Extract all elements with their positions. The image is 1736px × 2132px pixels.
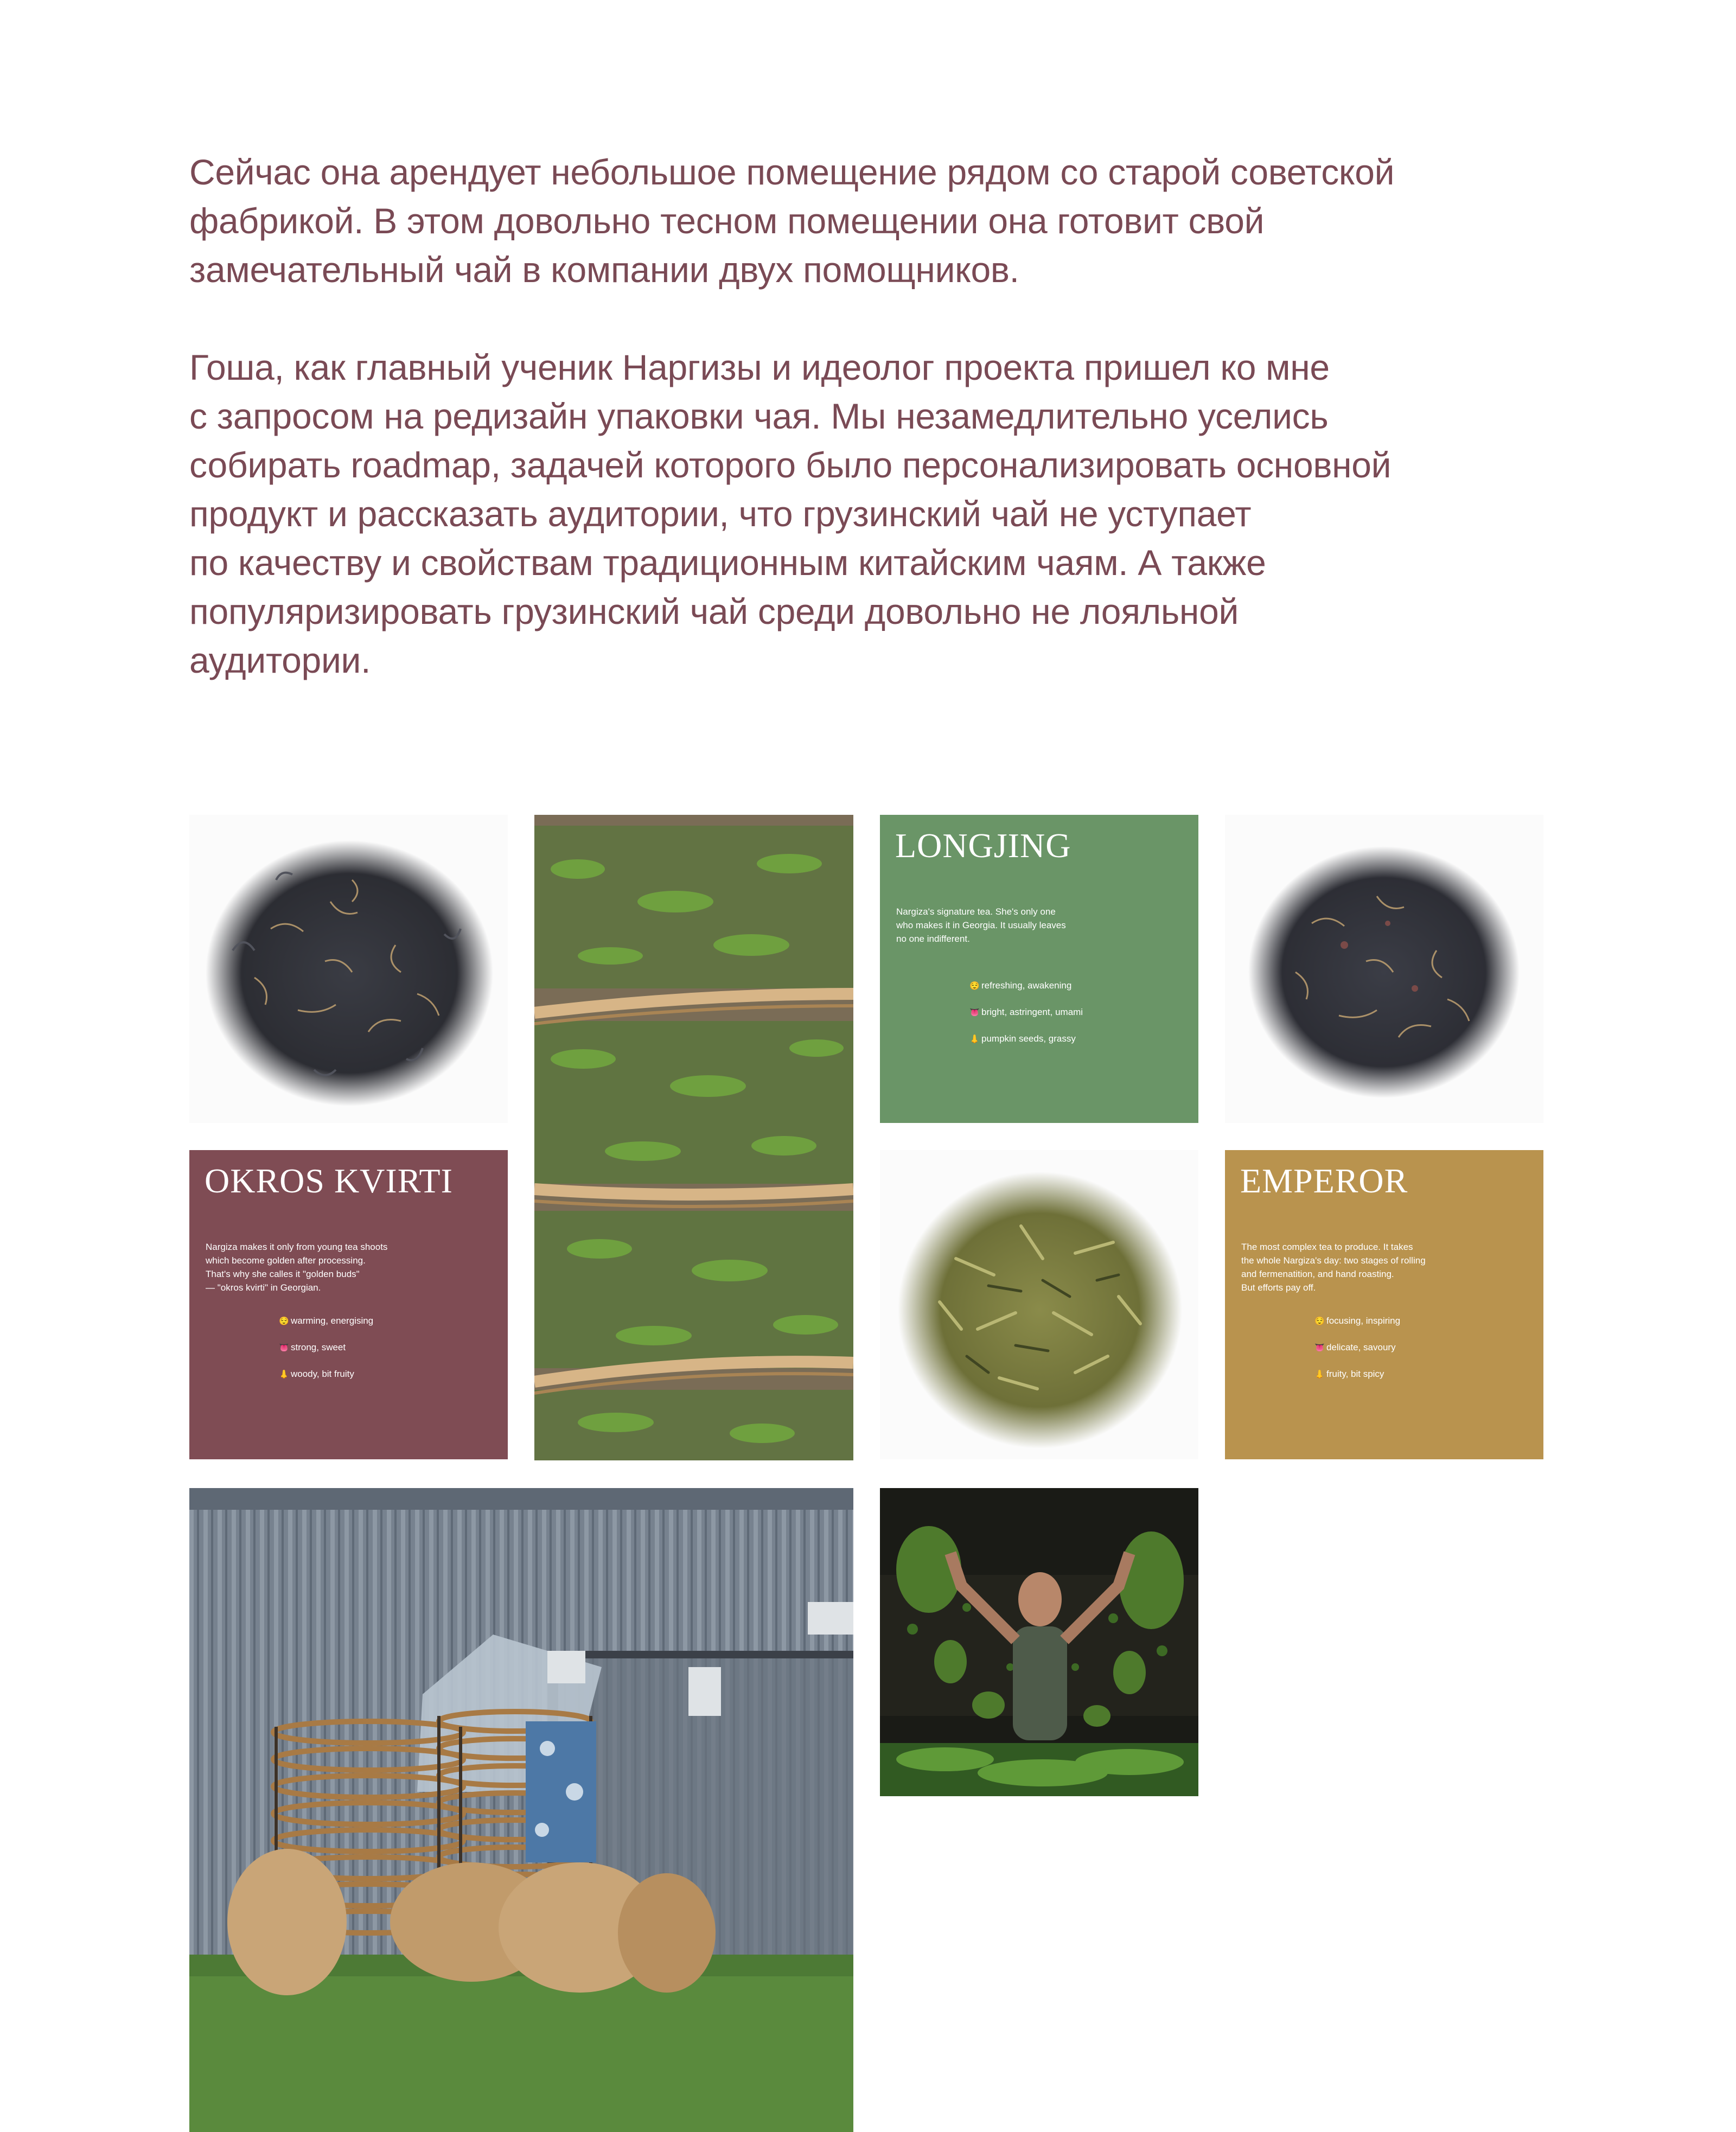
- note-text: strong, sweet: [291, 1342, 346, 1352]
- note-effect: [1314, 1307, 1400, 1334]
- paragraph-line: популяризировать грузинский чай среди довольно не лояльной: [189, 591, 1239, 631]
- paragraph-line: продукт и рассказать аудитории, что грузинский чай не уступает: [189, 494, 1252, 534]
- card-description: [206, 1240, 387, 1294]
- paragraph-line: фабрикой. В этом довольно тесном помещении она готовит свой: [189, 201, 1265, 241]
- taste-emoji-icon: 👅: [969, 1007, 980, 1017]
- note-text: warming, energising: [291, 1315, 374, 1326]
- aroma-emoji-icon: 👃: [1314, 1369, 1325, 1379]
- note-text: bright, astringent, umami: [981, 1006, 1083, 1017]
- note-effect: [279, 1307, 373, 1334]
- note-taste: [279, 1334, 373, 1361]
- note-text: woody, bit fruity: [291, 1368, 354, 1379]
- emperor-card: [1225, 1150, 1543, 1459]
- aroma-emoji-icon: 👃: [969, 1034, 980, 1044]
- card-title: EMPEROR: [1240, 1161, 1408, 1200]
- paragraph-line: Гоша, как главный ученик Наргизы и идеолог проекта пришел ко мне: [189, 347, 1330, 387]
- description-line: That's why she calles it "golden buds": [206, 1269, 360, 1279]
- description-line: the whole Nargiza's day: two stages of rolling: [1241, 1255, 1426, 1266]
- description-line: Nargiza makes it only from young tea shoots: [206, 1242, 388, 1252]
- green-tea-leaves-photo: [880, 1150, 1198, 1459]
- description-line: The most complex tea to produce. It takes: [1241, 1242, 1413, 1252]
- paragraph-line: Сейчас она арендует небольшое помещение рядом со старой советской: [189, 152, 1395, 192]
- note-text: focusing, inspiring: [1326, 1315, 1401, 1326]
- okros-kvirti-card: [189, 1150, 508, 1459]
- paragraph-line: собирать roadmap, задачей которого было персонализировать основной: [189, 445, 1392, 485]
- description-line: and fermenatition, and hand roasting.: [1241, 1269, 1394, 1279]
- card-description: [1241, 1240, 1426, 1294]
- description-line: Nargiza's signature tea. She's only one: [896, 907, 1056, 917]
- note-aroma: [969, 1025, 1083, 1052]
- aroma-emoji-icon: 👃: [279, 1369, 289, 1379]
- factory-exterior-photo: [189, 1488, 853, 2132]
- note-effect: [969, 972, 1083, 999]
- taste-emoji-icon: 👅: [279, 1343, 289, 1352]
- note-text: refreshing, awakening: [981, 980, 1072, 991]
- paragraph-line: замечательный чай в компании двух помощников.: [189, 250, 1019, 290]
- paragraph-line: по качеству и свойствам традиционным китайским чаям. А также: [189, 542, 1266, 583]
- note-text: delicate, savoury: [1326, 1342, 1396, 1352]
- effect-emoji-icon: 😌: [279, 1316, 289, 1326]
- card-title: OKROS KVIRTI: [205, 1161, 453, 1200]
- note-taste: [969, 999, 1083, 1025]
- dark-tea-leaves-photo: [189, 815, 508, 1123]
- description-line: who makes it in Georgia. It usually leaves: [896, 920, 1066, 930]
- effect-emoji-icon: 😌: [1314, 1316, 1325, 1326]
- description-line: no one indifferent.: [896, 934, 970, 944]
- note-taste: [1314, 1334, 1400, 1361]
- paragraph-line: аудитории.: [189, 640, 371, 680]
- tea-maker-photo: [880, 1488, 1198, 1796]
- intro-paragraph-2: [189, 343, 1578, 685]
- tasting-notes: [1314, 1307, 1400, 1387]
- card-title: LONGJING: [895, 826, 1071, 865]
- description-line: But efforts pay off.: [1241, 1282, 1316, 1293]
- dark-tea-leaves-photo: [1225, 815, 1543, 1123]
- note-aroma: [279, 1361, 373, 1387]
- tasting-notes: [969, 972, 1083, 1052]
- card-description: [896, 905, 1066, 946]
- drying-trays-photo: [534, 815, 853, 1460]
- intro-paragraph-1: [189, 148, 1578, 294]
- taste-emoji-icon: 👅: [1314, 1343, 1325, 1352]
- effect-emoji-icon: 😌: [969, 981, 980, 991]
- note-aroma: [1314, 1361, 1400, 1387]
- longjing-card: [880, 815, 1198, 1123]
- description-line: — "okros kvirti" in Georgian.: [206, 1282, 321, 1293]
- description-line: which become golden after processing.: [206, 1255, 366, 1266]
- paragraph-line: с запросом на редизайн упаковки чая. Мы незамедлительно уселись: [189, 396, 1329, 436]
- note-text: pumpkin seeds, grassy: [981, 1033, 1076, 1044]
- note-text: fruity, bit spicy: [1326, 1368, 1384, 1379]
- tasting-notes: [279, 1307, 373, 1387]
